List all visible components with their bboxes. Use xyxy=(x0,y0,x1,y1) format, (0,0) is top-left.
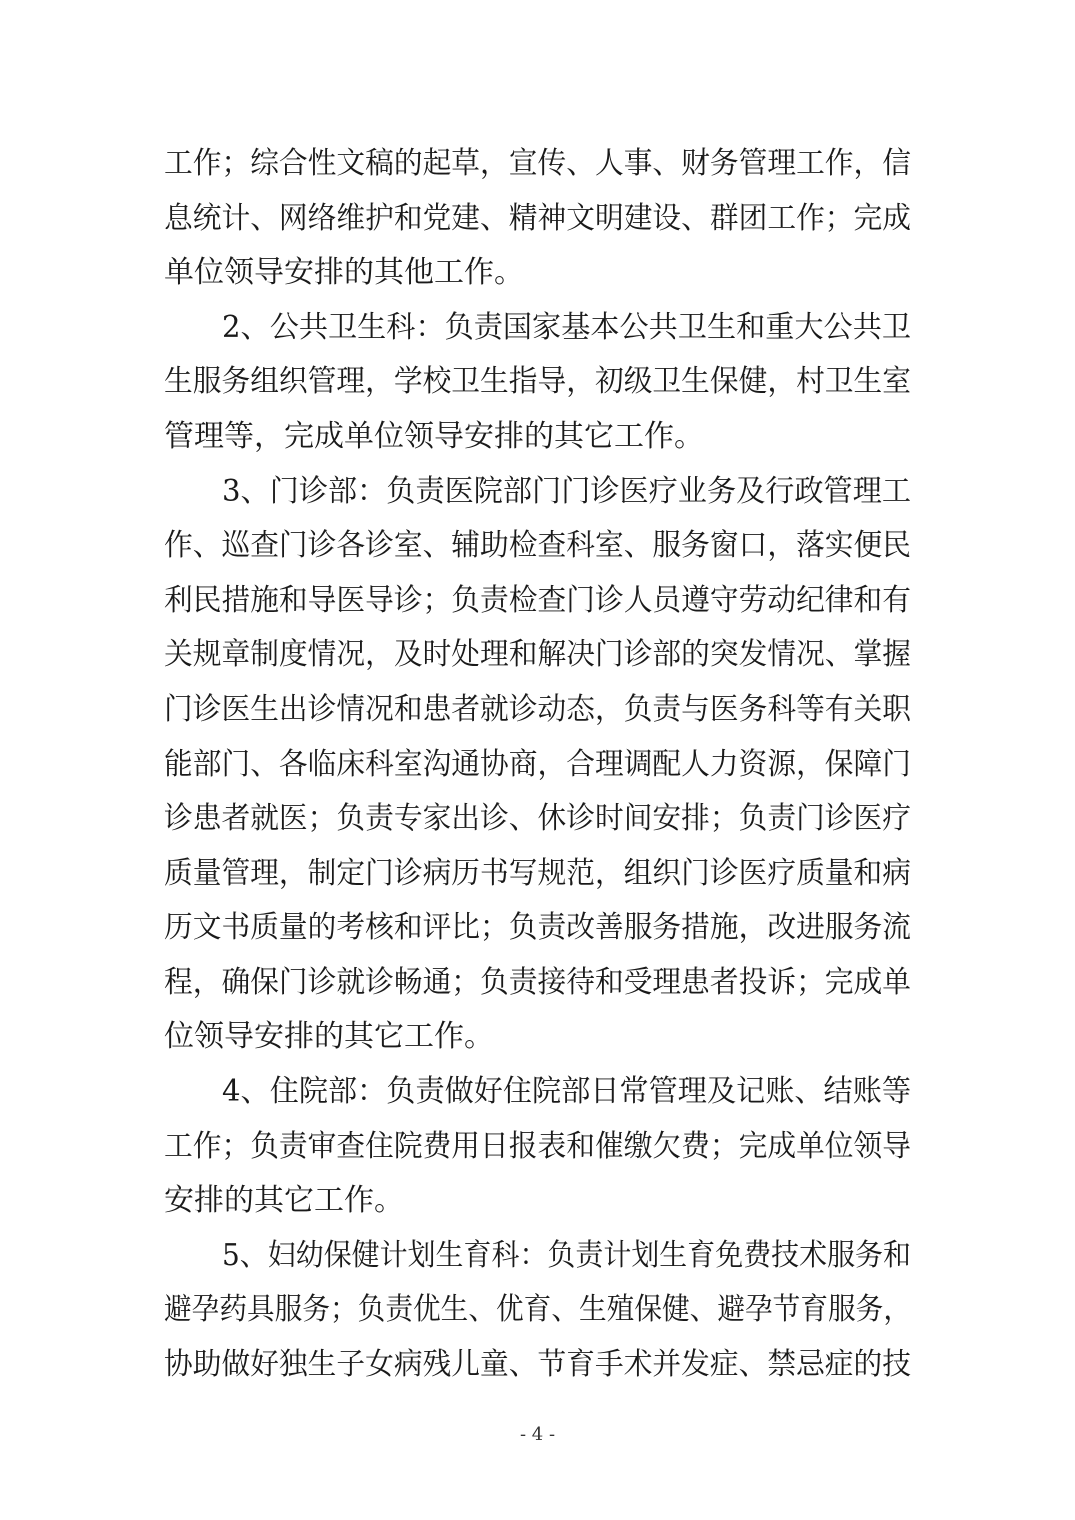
document-page: 工作；综合性文稿的起草，宣传、人事、财务管理工作，信 息统计、网络维护和党建、精神文明建设、群团工作；完成 单位领导安排的其他工作。 2、公共卫生科：负责国家基本公共卫生和重大公共卫 生服务组织管理，学校卫生指导，初级卫生保健，村卫生室 管理等，完成单位领导安排的其它工作。 3、门诊部：负责医院部门门诊医疗业务及行政管理工 作、巡查门诊各诊室、辅助检查科室、服务窗口，落实便民 利民措施和导医导诊；负责检查门诊人员遵守劳动纪律和有 关规章制度情况，及时处理和解决门诊部的突发情况、掌握 门诊医生出诊情况和患者就诊动态，负责与医务科等有关职 能部门、各临床科室沟通协商，合理调配人力资源，保障门 诊患者就医；负责专家出诊、休诊时间安排；负责门诊医疗 质量管理，制定门诊病历书写规范，组织门诊医疗质量和病 历文书质量的考核和评比；负责改善服务措施，改进服务流 程，确保门诊就诊畅通；负责接待和受理患者投诉；完成单 位领导安排的其它工作。 4、住院部：负责做好住院部日常管理及记账、结账等 工作；负责审查住院费用日报表和催缴欠费；完成单位领导 安排的其它工作。 5、妇幼保健计划生育科：负责计划生育免费技术服务和 避孕药具服务；负责优生、优育、生殖保健、避孕节育服务， 协助做好独生子女病残儿童、节育手术并发症、禁忌症的技 - 4 - xyxy=(0,0,1075,1520)
page-number: - 4 - xyxy=(519,1424,556,1445)
